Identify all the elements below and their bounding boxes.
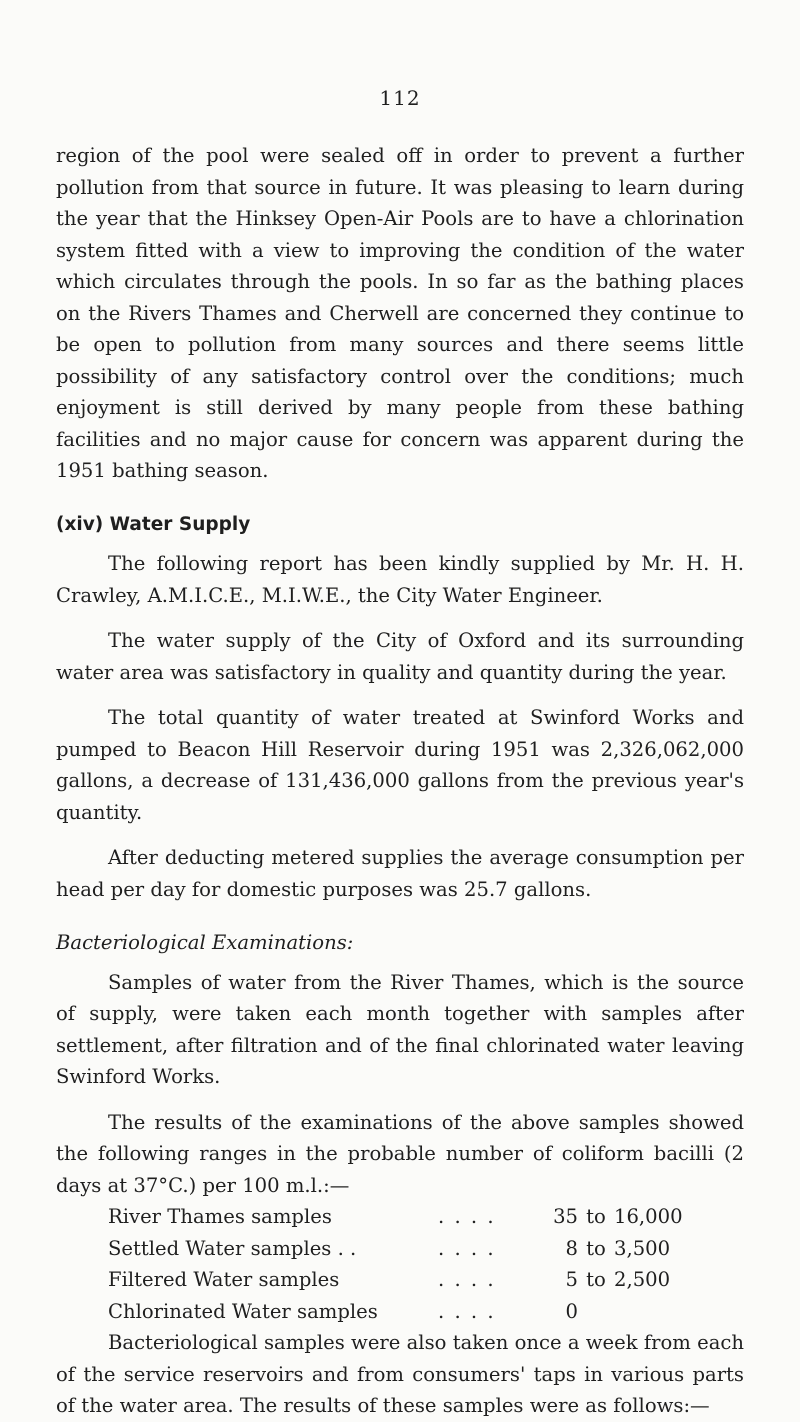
leader-dots: . . . . <box>438 1268 496 1291</box>
sample-label: Filtered Water samples <box>108 1268 340 1291</box>
table-row <box>108 1201 704 1233</box>
range-min: 0 <box>565 1299 578 1323</box>
range-to: to <box>586 1268 606 1291</box>
subheading-bacteriological: Bacteriological Examinations: <box>56 931 354 954</box>
coliform-results-table <box>108 1201 704 1327</box>
range-max: 3,500 <box>614 1236 671 1260</box>
range-to: to <box>586 1205 606 1228</box>
range-max: 2,500 <box>614 1268 671 1291</box>
paragraph-report-source: The following report has been kindly supplied by Mr. H. H. Crawley, A.M.I.C.E., M.I.W.E., the City Water Engineer. <box>56 552 744 607</box>
range-to: to <box>586 1236 606 1260</box>
paragraph-total-quantity: The total quantity of water treated at Swinford Works and pumped to Beacon Hill Reservoir during 1951 was 2,326,062,000 gallons, a decrease of 131,436,000 gallons from the previous year's quantity. <box>56 706 744 824</box>
range-min: 8 <box>565 1236 578 1260</box>
leader-dots: . . . . <box>438 1299 496 1323</box>
sample-label: Chlorinated Water samples <box>108 1299 378 1323</box>
range-max: 16,000 <box>614 1205 683 1228</box>
paragraph-service-reservoirs: Bacteriological samples were also taken once a week from each of the service reservoirs and from consumers' taps in various parts of the water area. The results of these samples were as follows:— <box>56 1331 744 1417</box>
document-body <box>56 140 744 1422</box>
range-min: 35 <box>553 1205 578 1228</box>
paragraph-samples-taken: Samples of water from the River Thames, which is the source of supply, were taken each month together with samples after settlement, after filtration and of the final chlorinated water leaving Swinford Works. <box>56 970 744 1088</box>
range-max <box>614 1296 704 1328</box>
page-number: 112 <box>379 86 421 110</box>
table-row <box>108 1264 704 1296</box>
leader-dots: . . . . <box>438 1236 496 1260</box>
sample-label: Settled Water samples . . <box>108 1236 357 1260</box>
paragraph-consumption: After deducting metered supplies the average consumption per head per day for domestic purposes was 25.7 gallons. <box>56 846 744 901</box>
paragraph-pool-pollution: region of the pool were sealed off in order to prevent a further pollution from that source in future. It was pleasing to learn during the year that the Hinksey Open-Air Pools are to have a chlorination system fitted with a view to improving the condition of the water which circulates through the pools. In so far as the bathing places on the Rivers Thames and Cherwell are concerned they continue to be open to pollution from many sources and there seems little possibility of any satisfactory control over the conditions; much enjoyment is still derived by many people from these bathing facilities and no major cause for concern was apparent during the 1951 bathing season. <box>56 144 744 482</box>
paragraph-supply-quality: The water supply of the City of Oxford and its surrounding water area was satisfactory in quality and quantity during the year. <box>56 629 744 684</box>
sample-label: River Thames samples <box>108 1205 332 1228</box>
table-row <box>108 1296 704 1328</box>
section-heading-water-supply: (xiv) Water Supply <box>56 513 251 535</box>
leader-dots: . . . . <box>438 1205 496 1228</box>
range-min: 5 <box>565 1268 578 1291</box>
paragraph-results-intro: The results of the examinations of the above samples showed the following ranges in the probable number of coliform bacilli (2 days at 37°C.) per 100 m.l.:— <box>56 1110 744 1197</box>
table-row <box>108 1233 704 1265</box>
range-to <box>578 1296 614 1328</box>
